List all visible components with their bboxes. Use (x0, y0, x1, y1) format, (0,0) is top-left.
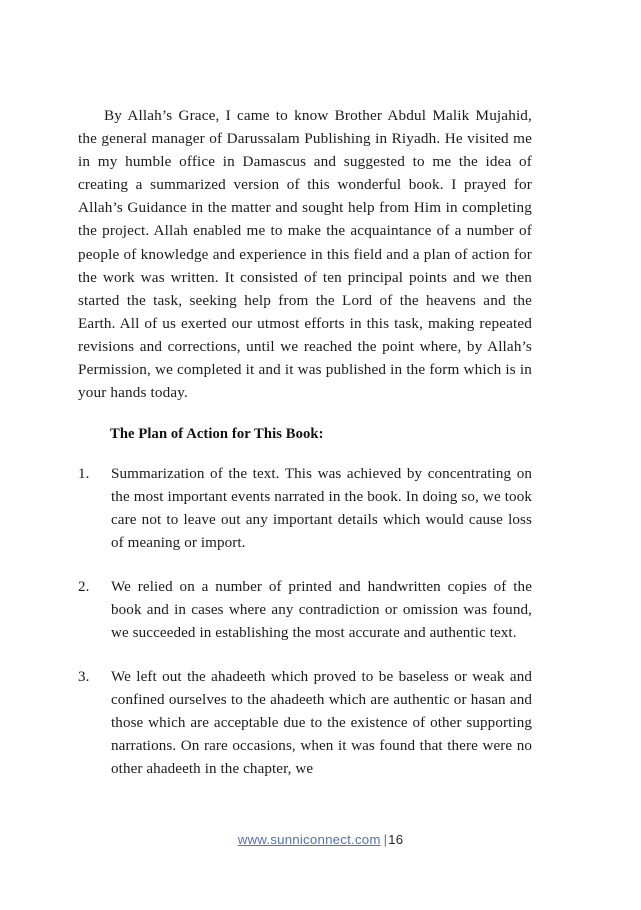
numbered-points-list (78, 463, 532, 780)
page-content (78, 104, 532, 801)
list-item (78, 666, 532, 781)
list-item-text: We left out the ahadeeth which proved to be baseless or weak and confined ourselves to the ahadeeth which are authentic or hasan and those which are acceptable due to the existence of other supporting narrations. On rare occasions, when it was found that there were no other ahadeeth in the chapter, we (111, 668, 532, 777)
list-item (78, 576, 532, 645)
body-paragraph: By Allah’s Grace, I came to know Brother Abdul Malik Mujahid, the general manager of Darussalam Publishing in Riyadh. He visited me in my humble office in Damascus and suggested to me the idea of creating a summarized version of this wonderful book. I prayed for Allah’s Guidance in the matter and sought help from Him in completing the project. Allah enabled me to make the acquaintance of a number of people of knowledge and experience in this field and a plan of action for the work was written. It consisted of ten principal points and we then started the task, seeking help from the Lord of the heavens and the Earth. All of us exerted our utmost efforts in this task, making repeated revisions and corrections, until we reached the point where, by Allah’s Permission, we completed it and it was published in the form which is in your hands today. (78, 107, 532, 402)
list-item (78, 463, 532, 555)
list-item-number: 2. (78, 578, 90, 595)
list-item-text: Summarization of the text. This was achieved by concentrating on the most important events narrated in the book. In doing so, we took care not to leave out any important details which would cause loss of meaning or import. (111, 466, 532, 552)
list-item-number: 1. (78, 466, 90, 483)
list-item-number: 3. (78, 668, 90, 685)
website-link[interactable]: www.sunniconnect.com (237, 832, 381, 847)
list-item-text: We relied on a number of printed and handwritten copies of the book and in cases where any contradiction or omission was found, we succeeded in establishing the most accurate and authentic text. (111, 578, 532, 641)
plan-of-action-heading: The Plan of Action for This Book: (110, 426, 324, 443)
footer-separator: | (383, 832, 388, 847)
page-number: 16 (388, 832, 404, 847)
page-footer (0, 832, 641, 847)
